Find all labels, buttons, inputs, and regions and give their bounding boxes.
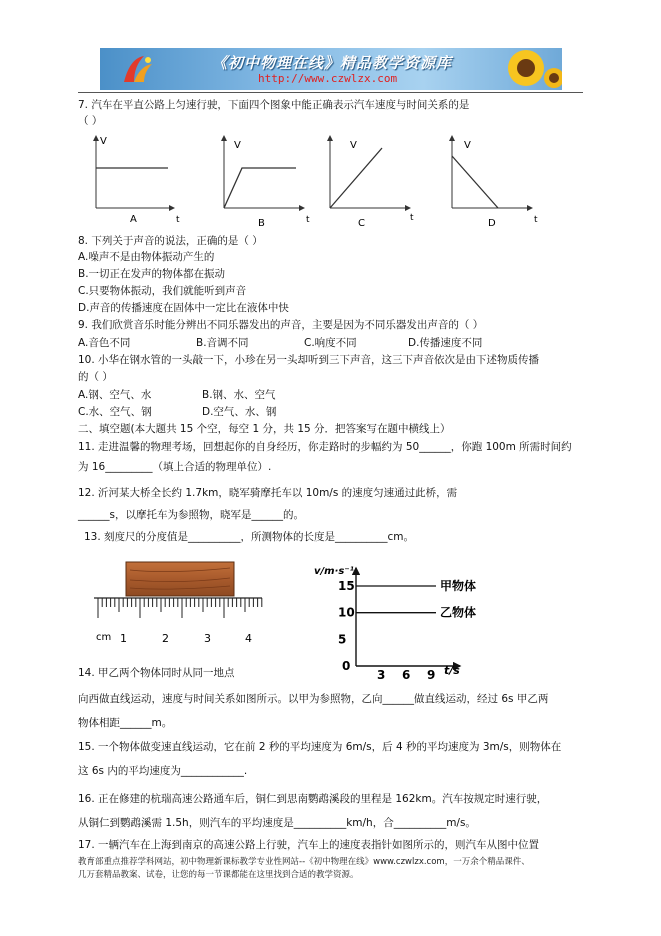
q12-line2: ______s，以摩托车为参照物，晓军是______的。 xyxy=(78,509,304,521)
q8-option-b: B.一切正在发声的物体都在振动 xyxy=(78,268,226,280)
q10-stem: 10. 小华在钢水管的一头敲一下，小珍在另一头却听到三下声音，这三下声音依次是由下述物质传播 xyxy=(78,354,540,366)
q14-line3: 物体相距______m。 xyxy=(78,717,173,729)
chart-x-tick-9: 9 xyxy=(427,668,436,680)
q16-line2: 从铜仁到鹦鹉溪需 1.5h，则汽车的平均速度是__________km/h，合__________m/s。 xyxy=(78,817,476,829)
q8-option-c: C.只要物体振动，我们就能听到声音 xyxy=(78,285,247,297)
sunflower-icon xyxy=(478,48,562,90)
q7-paren: （ ） xyxy=(78,115,103,127)
q14-line2: 向西做直线运动，速度与时间关系如图所示。以甲为参照物，乙向______做直线运动，经过 6s 甲乙两 xyxy=(78,693,549,705)
logo-icon xyxy=(120,52,156,86)
graph-c-ylabel: V xyxy=(350,140,357,151)
vt-chart xyxy=(310,560,510,680)
q16-line1: 16. 正在修建的杭瑞高速公路通车后，铜仁到思南鹦鹉溪段的里程是 162km。汽车按规定时速行驶， xyxy=(78,793,548,805)
graph-d-xlabel: t xyxy=(534,215,538,225)
graph-a-ylabel: V xyxy=(100,136,107,147)
q14-line1: 14. 甲乙两个物体同时从同一地点 xyxy=(78,667,235,679)
graph-c-option: C xyxy=(358,218,365,229)
banner-title: 《初中物理在线》精品教学资源库 xyxy=(212,54,453,72)
q9-stem: 9. 我们欣赏音乐时能分辨出不同乐器发出的声音，主要是因为不同乐器发出声音的（ ） xyxy=(78,319,484,331)
graph-d-ylabel: V xyxy=(464,140,471,151)
ruler-figure xyxy=(90,558,270,650)
graph-b-option: B xyxy=(258,218,265,229)
graph-c-line xyxy=(330,148,382,208)
ruler-tick-3: 3 xyxy=(204,632,211,645)
q10-option-c: C.水、空气、钢 xyxy=(78,406,152,418)
q9-option-b: B.音调不同 xyxy=(196,337,249,349)
q15-line2: 这 6s 内的平均速度为____________. xyxy=(78,765,248,777)
chart-y-tick-15: 15 xyxy=(338,579,355,593)
q9-option-c: C.响度不同 xyxy=(304,337,357,349)
ruler-ticks xyxy=(98,598,262,618)
q10-option-a: A.钢、空气、水 xyxy=(78,389,152,401)
q10-option-b: B.钢、水、空气 xyxy=(202,389,276,401)
ruler-tick-2: 2 xyxy=(162,632,169,645)
graph-d xyxy=(452,136,538,229)
q10-stem2: 的（ ） xyxy=(78,371,113,383)
banner-url[interactable]: http://www.czwlzx.com xyxy=(258,72,398,85)
header-rule xyxy=(78,92,583,93)
graph-c xyxy=(330,136,414,229)
q9-option-d: D.传播速度不同 xyxy=(408,337,483,349)
q7-graphs xyxy=(82,130,562,230)
chart-x-tick-3: 3 xyxy=(377,668,386,680)
q10-option-d: D.空气、水、钢 xyxy=(202,406,277,418)
graph-a-option: A xyxy=(130,214,137,225)
graph-d-line xyxy=(452,156,498,208)
q15-line1: 15. 一个物体做变速直线运动，它在前 2 秒的平均速度为 6m/s，后 4 秒的平均速度为 3m/s，则物体在 xyxy=(78,741,562,753)
q11-line2: 为 16_________（填上合适的物理单位）. xyxy=(78,461,272,473)
ruler-unit: cm xyxy=(96,632,112,643)
graph-b xyxy=(224,136,310,229)
graph-b-xlabel: t xyxy=(306,215,310,225)
footer-line2: 几万套精品教案、试卷，让您的每一节课都能在这里找到合适的教学资源。 xyxy=(78,870,359,880)
q9-option-a: A.音色不同 xyxy=(78,337,131,349)
graph-c-xlabel: t xyxy=(410,213,414,223)
graph-d-option: D xyxy=(488,218,496,229)
q8-option-d: D.声音的传播速度在固体中一定比在液体中快 xyxy=(78,302,289,314)
ruler-tick-1: 1 xyxy=(120,632,127,645)
q7-stem: 7. 汽车在平直公路上匀速行驶，下面四个图象中能正确表示汽车速度与时间关系的是 xyxy=(78,99,470,111)
section-2-heading: 二、填空题(本大题共 15 个空，每空 1 分，共 15 分．把答案写在题中横线上） xyxy=(78,423,451,435)
graph-b-line xyxy=(224,168,296,208)
q8-option-a: A.噪声不是由物体振动产生的 xyxy=(78,251,215,263)
chart-origin-label: 0 xyxy=(342,659,351,673)
chart-xlabel: t/s xyxy=(444,664,460,677)
footer-line1: 教育部重点推荐学科网站，初中物理新课标教学专业性网站--《初中物理在线》www.czwlzx.com，一万余个精品课件、 xyxy=(78,857,530,867)
q11-line1: 11. 走进温馨的物理考场，回想起你的自身经历，你走路时的步幅约为 50______，你跑 100m 所需时间约 xyxy=(78,441,572,453)
chart-x-tick-6: 6 xyxy=(402,668,411,680)
graph-a xyxy=(96,136,180,225)
header-banner xyxy=(100,48,562,90)
ruler-tick-4: 4 xyxy=(245,632,252,645)
chart-y-tick-5: 5 xyxy=(338,632,347,647)
chart-series-label-2: 乙物体 xyxy=(440,605,477,620)
q8-stem: 8. 下列关于声音的说法，正确的是（ ） xyxy=(78,235,263,247)
q12-line1: 12. 沂河某大桥全长约 1.7km，晓军骑摩托车以 10m/s 的速度匀速通过此桥，需 xyxy=(78,487,458,499)
q17-line1: 17. 一辆汽车在上海到南京的高速公路上行驶，汽车上的速度表指针如图所示的，则汽车从图中位置 xyxy=(78,839,540,851)
q13-line1: 13. 刻度尺的分度值是__________，所测物体的长度是__________cm。 xyxy=(84,531,415,543)
chart-y-tick-10: 10 xyxy=(338,605,355,620)
graph-a-xlabel: t xyxy=(176,215,180,225)
graph-b-ylabel: V xyxy=(234,140,241,151)
chart-ylabel: v/m·s⁻¹ xyxy=(314,566,354,577)
chart-series-label-1: 甲物体 xyxy=(440,579,477,593)
